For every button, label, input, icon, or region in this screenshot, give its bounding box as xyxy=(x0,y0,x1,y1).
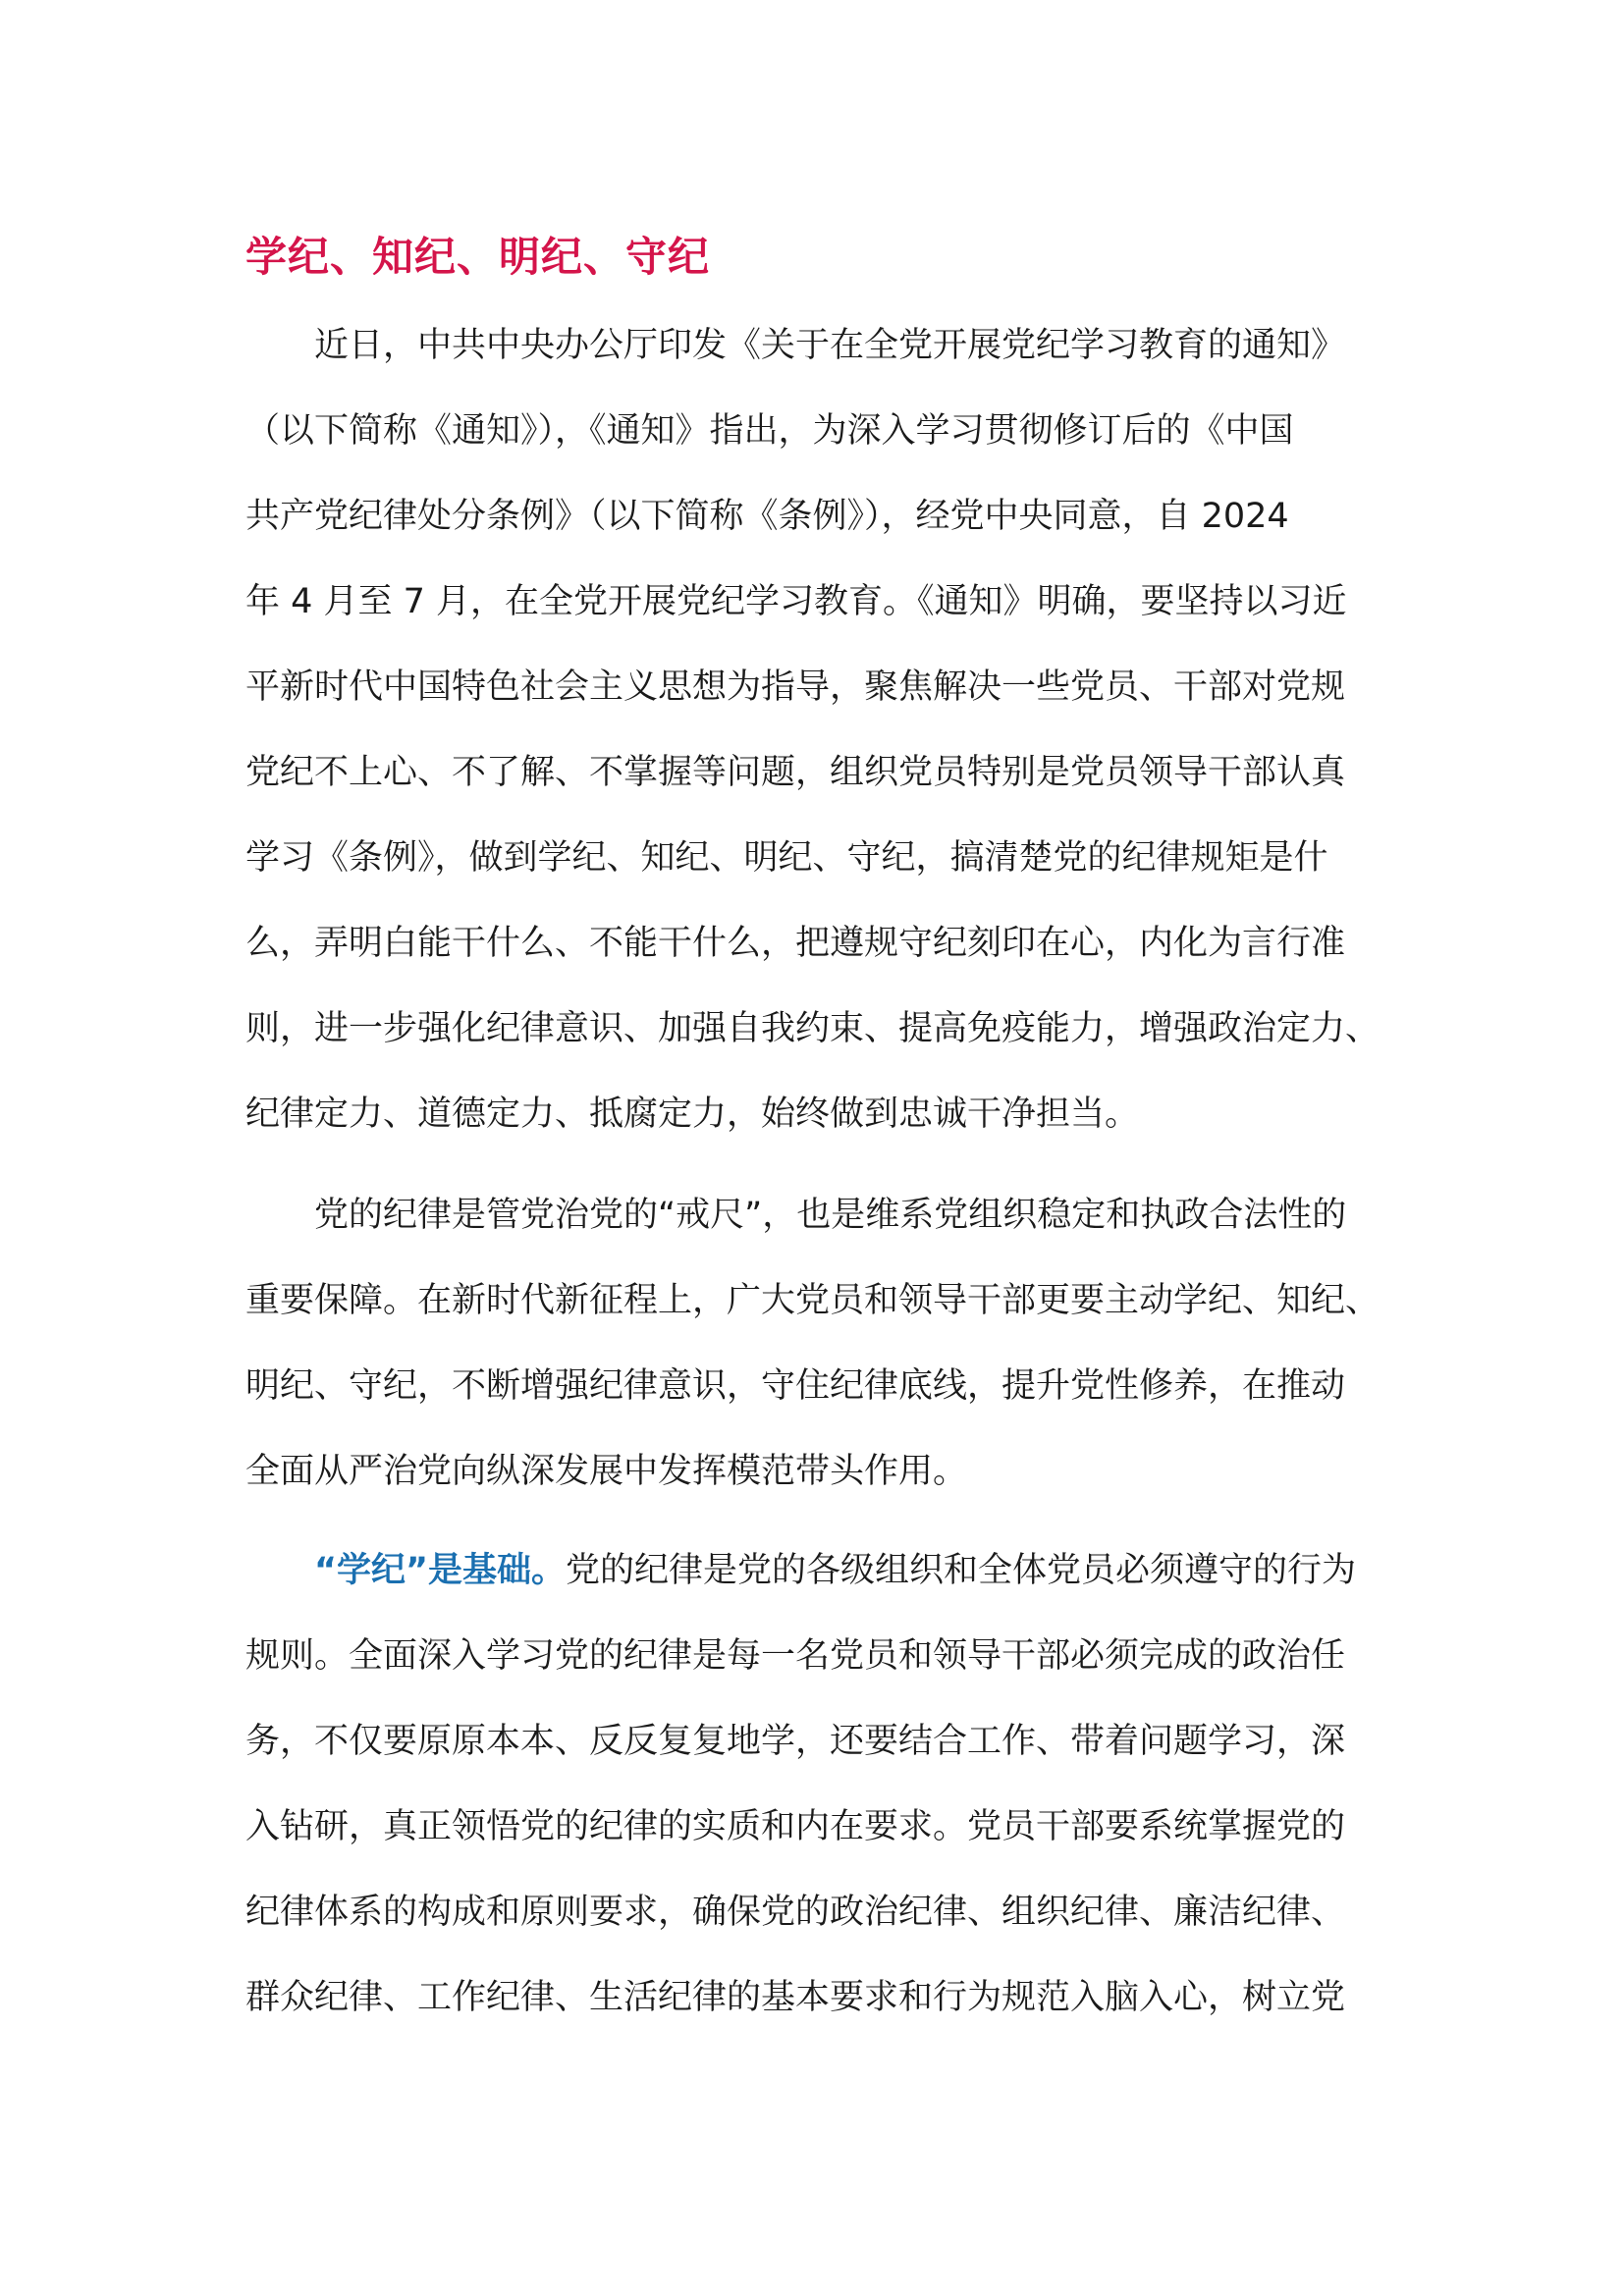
paragraph-line: 平新时代中国特色社会主义思想为指导，聚焦解决一些党员、干部对党规 xyxy=(245,667,1346,707)
paragraph-line: 则，进一步强化纪律意识、加强自我约束、提高免疫能力，增强政治定力、 xyxy=(245,1009,1380,1048)
paragraph-3 xyxy=(245,1528,1399,2041)
paragraph-line: 务，不仅要原原本本、反反复复地学，还要结合工作、带着问题学习，深 xyxy=(245,1722,1346,1761)
paragraph-2 xyxy=(245,1173,1399,1515)
paragraph-line: 纪律定力、道德定力、抵腐定力，始终做到忠诚干净担当。 xyxy=(245,1095,1140,1134)
paragraph-line: 纪律体系的构成和原则要求，确保党的政治纪律、组织纪律、廉洁纪律、 xyxy=(245,1893,1346,1932)
paragraph-line: 群众纪律、工作纪律、生活纪律的基本要求和行为规范入脑入心，树立党 xyxy=(245,1978,1346,2017)
paragraph-line: 学习《条例》，做到学纪、知纪、明纪、守纪，搞清楚党的纪律规矩是什 xyxy=(245,838,1328,878)
paragraph-line: 规则。全面深入学习党的纪律是每一名党员和领导干部必须完成的政治任 xyxy=(245,1636,1346,1676)
paragraph-line-rest: 党的纪律是党的各级组织和全体党员必须遵守的行为 xyxy=(566,1551,1357,1590)
paragraph-line: 重要保障。在新时代新征程上，广大党员和领导干部更要主动学纪、知纪、 xyxy=(245,1281,1380,1320)
paragraph-line: 近日，中共中央办公厅印发《关于在全党开展党纪学习教育的通知》 xyxy=(314,326,1346,365)
paragraph-line: 党纪不上心、不了解、不掌握等问题，组织党员特别是党员领导干部认真 xyxy=(245,753,1346,792)
section-lead-heading: “学纪”是基础。 xyxy=(314,1551,567,1590)
paragraph-first-line xyxy=(245,1528,1399,1614)
document-title: 学纪、知纪、明纪、守纪 xyxy=(245,233,711,281)
paragraph-line: 党的纪律是管党治党的“戒尺”，也是维系党组织稳定和执政合法性的 xyxy=(314,1196,1347,1235)
paragraph-line: 共产党纪律处分条例》（以下简称《条例》），经党中央同意，自 2024 xyxy=(245,497,1289,536)
paragraph-line: 年 4 月至 7 月，在全党开展党纪学习教育。《通知》明确，要坚持以习近 xyxy=(245,582,1347,621)
paragraph-line: 么，弄明白能干什么、不能干什么，把遵规守纪刻印在心，内化为言行准 xyxy=(245,924,1346,963)
paragraph-line: （以下简称《通知》），《通知》指出，为深入学习贯彻修订后的《中国 xyxy=(245,411,1294,451)
paragraph-line: 明纪、守纪，不断增强纪律意识，守住纪律底线，提升党性修养，在推动 xyxy=(245,1366,1346,1406)
paragraph-line: 入钻研，真正领悟党的纪律的实质和内在要求。党员干部要系统掌握党的 xyxy=(245,1807,1346,1846)
paragraph-1 xyxy=(245,303,1399,1157)
paragraph-line: 全面从严治党向纵深发展中发挥模范带头作用。 xyxy=(245,1452,968,1491)
